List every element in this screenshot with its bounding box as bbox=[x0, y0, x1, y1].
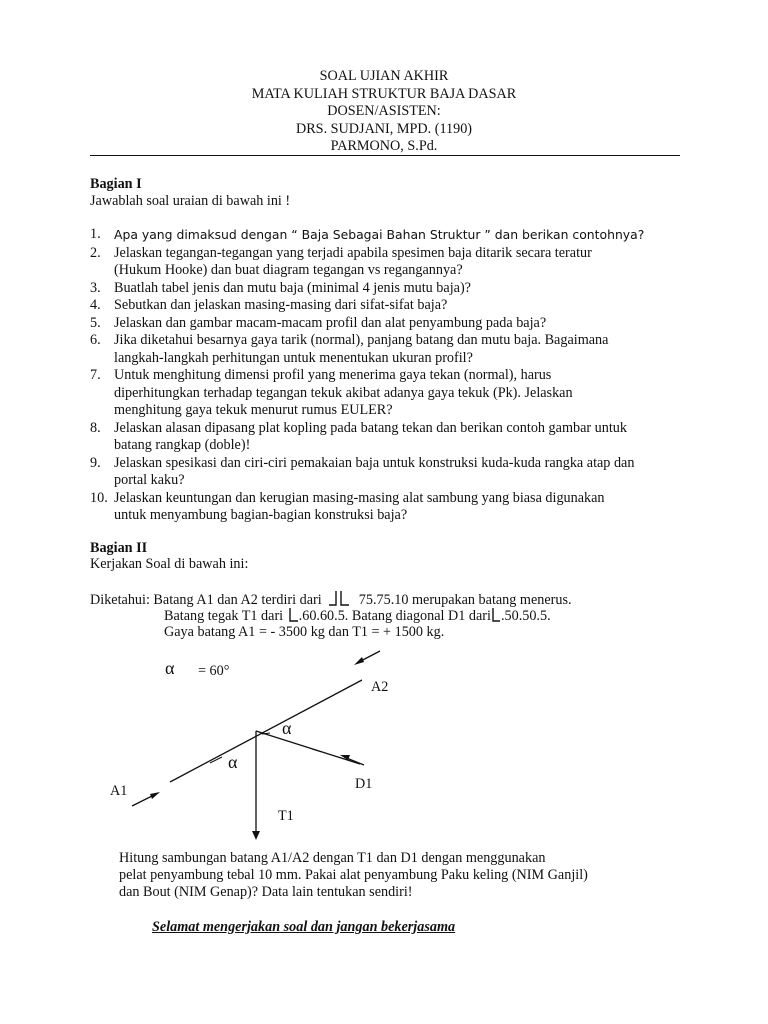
alpha-legend-value: = 60° bbox=[198, 663, 230, 679]
label-t1: T1 bbox=[278, 808, 294, 824]
question-item: 2. Jelaskan tegangan-tegangan yang terjadi apabila spesimen baja ditarik secara teratur (Hukum Hooke) dan buat diagram tegangan vs regangannya? bbox=[90, 244, 592, 278]
force-arrow-t1 bbox=[252, 831, 260, 840]
part1-instruction: Jawablah soal uraian di bawah ini ! bbox=[90, 193, 291, 209]
lecturer-name: DRS. SUDJANI, MPD. (1190) bbox=[295, 120, 473, 137]
lecturer-label: DOSEN/ASISTEN: bbox=[327, 103, 441, 119]
question-item: 1. Apa yang dimaksud dengan “ Baja Sebagai Bahan Struktur ” dan berikan contohnya? bbox=[90, 226, 645, 242]
part2-instruction: Kerjakan Soal di bawah ini: bbox=[90, 556, 249, 572]
label-a2: A2 bbox=[371, 679, 389, 695]
question-item: 9. Jelaskan spesikasi dan ciri-ciri pemakaian baja untuk konstruksi kuda-kuda rangka atap dan portal kaku? bbox=[90, 454, 635, 488]
exam-title: SOAL UJIAN AKHIR bbox=[319, 68, 449, 84]
part1-title: Bagian I bbox=[90, 176, 142, 192]
alpha-legend-symbol: α bbox=[165, 658, 175, 678]
part2-title: Bagian II bbox=[90, 540, 148, 556]
assistant-name: PARMONO, S.Pd. bbox=[330, 138, 438, 154]
given-line-1: Diketahui: Batang A1 dan A2 terdiri dari 75.75.10 merupakan batang menerus. bbox=[90, 592, 572, 608]
task-line-2: pelat penyambung tebal 10 mm. Pakai alat penyambung Paku keling (NIM Ganjil) bbox=[119, 867, 588, 883]
question-item: 10. Jelaskan keuntungan dan kerugian masing-masing alat sambung yang biasa digunakan untuk menyambung bagian-bagian konstruksi baja? bbox=[90, 489, 605, 523]
task-line-1: Hitung sambungan batang A1/A2 dengan T1 dan D1 dengan menggunakan bbox=[119, 850, 546, 866]
course-name: MATA KULIAH STRUKTUR BAJA DASAR bbox=[251, 85, 517, 102]
member-a1-a2 bbox=[170, 680, 362, 782]
label-d1: D1 bbox=[355, 776, 373, 792]
alpha-angle-label: α bbox=[282, 718, 292, 738]
label-a1: A1 bbox=[110, 783, 128, 799]
question-item: 8. Jelaskan alasan dipasang plat kopling pada batang tekan dan berikan contoh gambar untuk batang rangkap (doble)! bbox=[90, 419, 627, 453]
member-d1 bbox=[256, 731, 360, 764]
question-item: 7. Untuk menghitung dimensi profil yang menerima gaya tekan (normal), harus diperhitungkan terhadap tegangan tekuk akibat adanya gaya tekuk (Pk). Jelaskan menghitung gaya tekuk menurut rumus EULER? bbox=[90, 367, 573, 418]
question-item: 5. Jelaskan dan gambar macam-macam profil dan alat penyambung pada baja? bbox=[90, 314, 547, 331]
angle-tick bbox=[312, 749, 322, 752]
alpha-angle-label: α bbox=[228, 752, 238, 772]
given-line-3: Gaya batang A1 = - 3500 kg dan T1 = + 1500 kg. bbox=[164, 624, 445, 640]
given-line-2: Batang tegak T1 dari .60.60.5. Batang diagonal D1 dari .50.50.5. bbox=[164, 608, 551, 624]
closing-message: Selamat mengerjakan soal dan jangan bekerjasama bbox=[152, 919, 456, 935]
question-item: 6. Jika diketahui besarnya gaya tarik (normal), panjang batang dan mutu baja. Bagaimana langkah-langkah perhitungan untuk menentukan ukuran profil? bbox=[90, 332, 609, 366]
question-item: 4. Sebutkan dan jelaskan masing-masing dari sifat-sifat baja? bbox=[90, 297, 448, 313]
question-item: 3. Buatlah tabel jenis dan mutu baja (minimal 4 jenis mutu baja)? bbox=[90, 279, 471, 296]
task-line-3: dan Bout (NIM Genap)? Data lain tentukan sendiri! bbox=[119, 884, 413, 900]
